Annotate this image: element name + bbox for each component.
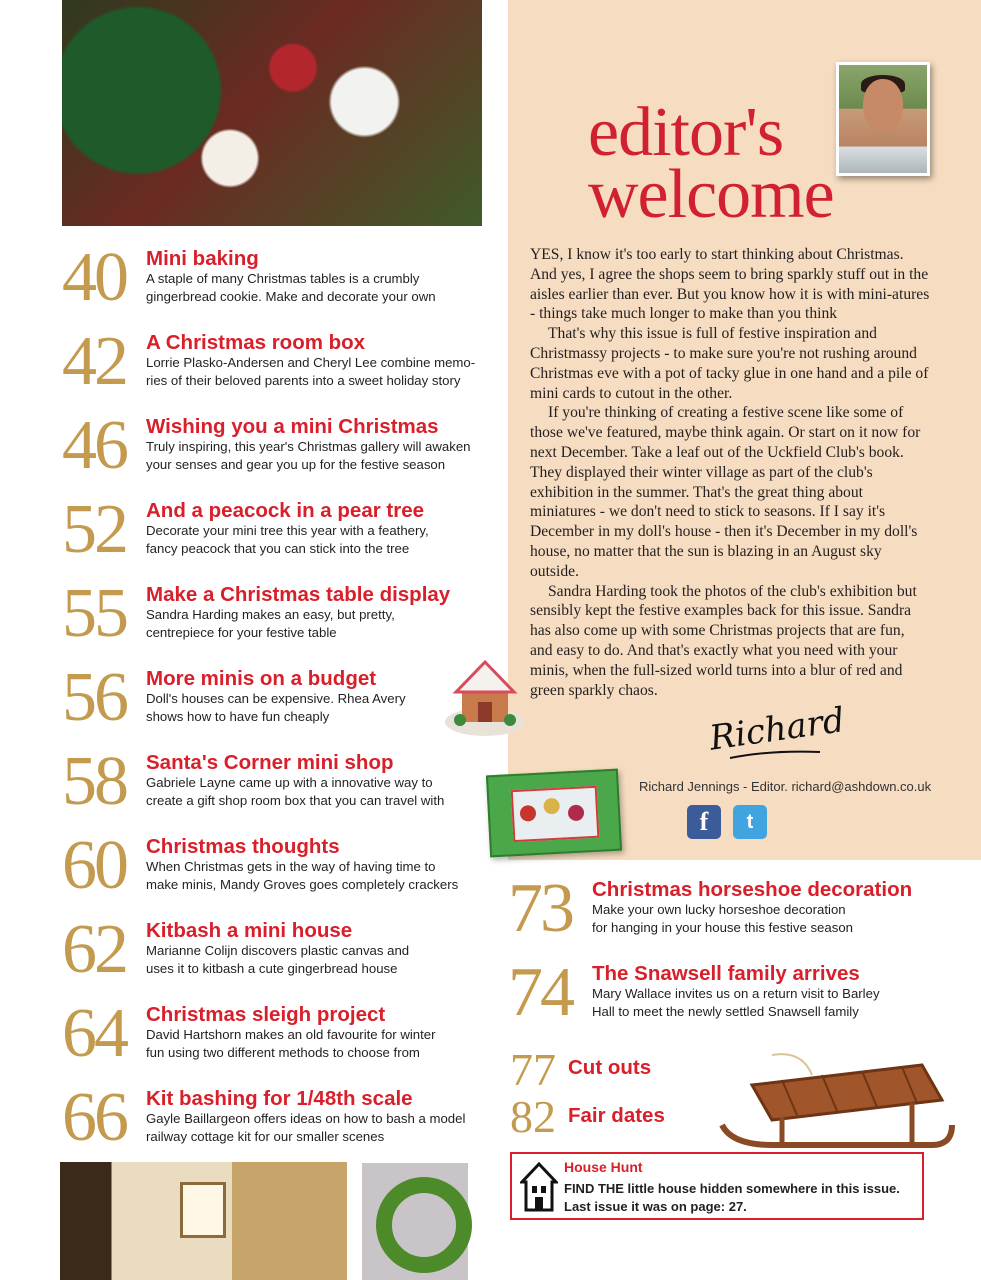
- editor-letter: [530, 245, 930, 700]
- article-title: Kit bashing for 1/48th scale: [146, 1087, 413, 1110]
- page-number: 58: [62, 743, 126, 820]
- wreath-photo: [362, 1163, 468, 1280]
- svg-text:Richard: Richard: [707, 700, 848, 759]
- article-summary: Marianne Colijn discovers plastic canvas and uses it to kitbash a cute gingerbread house: [146, 943, 410, 976]
- house-icon: [520, 1162, 558, 1212]
- article-summary: Gayle Baillargeon offers ideas on how to bash a model railway cottage kit for our smaller scenes: [146, 1111, 466, 1144]
- facebook-icon[interactable]: f: [687, 805, 721, 839]
- page-number: 42: [62, 323, 126, 400]
- editor-welcome-heading: editor's welcome: [588, 94, 834, 233]
- article-summary: Decorate your mini tree this year with a feathery, fancy peacock that you can stick into the tree: [146, 523, 429, 556]
- article-summary: Doll's houses can be expensive. Rhea Avery shows how to have fun cheaply: [146, 691, 406, 724]
- article-summary: David Hartshorn makes an old favourite for winter fun using two different methods to choose from: [146, 1027, 436, 1060]
- christmas-ornament-box-photo: [486, 769, 622, 858]
- christmas-scene-photo: [62, 0, 482, 226]
- house-hunt-text: FIND THE little house hidden somewhere in this issue. Last issue it was on page: 27.: [564, 1181, 900, 1214]
- article-summary: Lorrie Plasko-Andersen and Cheryl Lee combine memo- ries of their beloved parents into a sweet holiday story: [146, 355, 476, 388]
- page-number: 40: [62, 239, 126, 316]
- editor-paragraph: YES, I know it's too early to start thinking about Christmas. And yes, I agree the shops seem to bring sparkly stuff out in the aisles earlier than ever. But you know how it is with mini-atures - things take much longer to make than you think: [530, 246, 930, 323]
- page-number: 55: [62, 575, 126, 652]
- editor-credit: Richard Jennings - Editor. richard@ashdown.co.uk: [639, 779, 932, 794]
- page-number: 66: [62, 1079, 126, 1156]
- article-title: Christmas thoughts: [146, 835, 340, 858]
- twitter-icon[interactable]: t: [733, 805, 767, 839]
- page-number: 64: [62, 995, 126, 1072]
- cottage-interior-photo: [60, 1162, 347, 1280]
- article-title: And a peacock in a pear tree: [146, 499, 425, 522]
- article-title: More minis on a budget: [146, 667, 377, 690]
- page-number: 46: [62, 407, 126, 484]
- article-summary: When Christmas gets in the way of having time to make minis, Mandy Groves goes completely crackers: [146, 859, 459, 892]
- article-summary: Truly inspiring, this year's Christmas gallery will awaken your senses and gear you up for the festive season: [146, 439, 471, 472]
- article-title: Christmas sleigh project: [146, 1003, 386, 1026]
- page-number: 62: [62, 911, 126, 988]
- page-number: 73: [508, 870, 572, 947]
- article-summary: Gabriele Layne came up with a innovative way to create a gift shop room box that you can travel with: [146, 775, 445, 808]
- page-number: 52: [62, 491, 126, 568]
- page-number: 56: [62, 659, 126, 736]
- article-summary: Mary Wallace invites us on a return visit to Barley Hall to meet the newly settled Snawsell family: [592, 986, 880, 1019]
- editor-signature: [700, 700, 860, 770]
- article-title: The Snawsell family arrives: [592, 962, 860, 985]
- house-hunt-box: [510, 1152, 924, 1220]
- article-title[interactable]: Fair dates: [568, 1104, 665, 1127]
- article-title: Kitbash a mini house: [146, 919, 353, 942]
- page-number: 82: [510, 1091, 556, 1142]
- editor-paragraph: If you're thinking of creating a festive scene like some of those we've featured, maybe think again. Or start on it now for next December. Take a leaf out of the Uckfield Club's book. They displayed their winter village as part of the club's exhibition in the summer. That's the great thing about miniatures - we don't need to stick to seasons. If I say it's December in my doll's house - then it's December in my doll's house, no matter that the sun is blazing in an August sky outside.: [530, 404, 921, 580]
- page-number: 74: [508, 954, 572, 1031]
- article-title[interactable]: Cut outs: [568, 1056, 652, 1079]
- article-title: Mini baking: [146, 247, 259, 270]
- editor-paragraph: Sandra Harding took the photos of the club's exhibition but sensibly kept the festive examples back for this issue. Sandra has also come up with some Christmas projects that are fun, and easy to do. And that's exactly what you need with your minis, when the full-sized world turns into a blur of red and green sparkly chaos.: [530, 582, 917, 699]
- article-title: Christmas horseshoe decoration: [592, 878, 913, 901]
- article-summary: Make your own lucky horseshoe decoration for hanging in your house this festive season: [592, 902, 853, 935]
- article-summary: A staple of many Christmas tables is a crumbly gingerbread cookie. Make and decorate your own: [146, 271, 436, 304]
- wooden-sleigh-photo: [712, 1045, 962, 1155]
- editor-paragraph: That's why this issue is full of festive inspiration and Christmassy projects - to make sure you're not rushing around Christmas eve with a pot of tacky glue in one hand and a pile of mini cards to cutout in the other.: [530, 325, 929, 402]
- article-title: Wishing you a mini Christmas: [146, 415, 439, 438]
- article-title: Make a Christmas table display: [146, 583, 451, 606]
- house-hunt-title: House Hunt: [564, 1159, 643, 1175]
- page-number: 60: [62, 827, 126, 904]
- page-number: 77: [510, 1044, 556, 1095]
- article-title: A Christmas room box: [146, 331, 366, 354]
- article-title: Santa's Corner mini shop: [146, 751, 394, 774]
- article-summary: Sandra Harding makes an easy, but pretty, centrepiece for your festive table: [146, 607, 395, 640]
